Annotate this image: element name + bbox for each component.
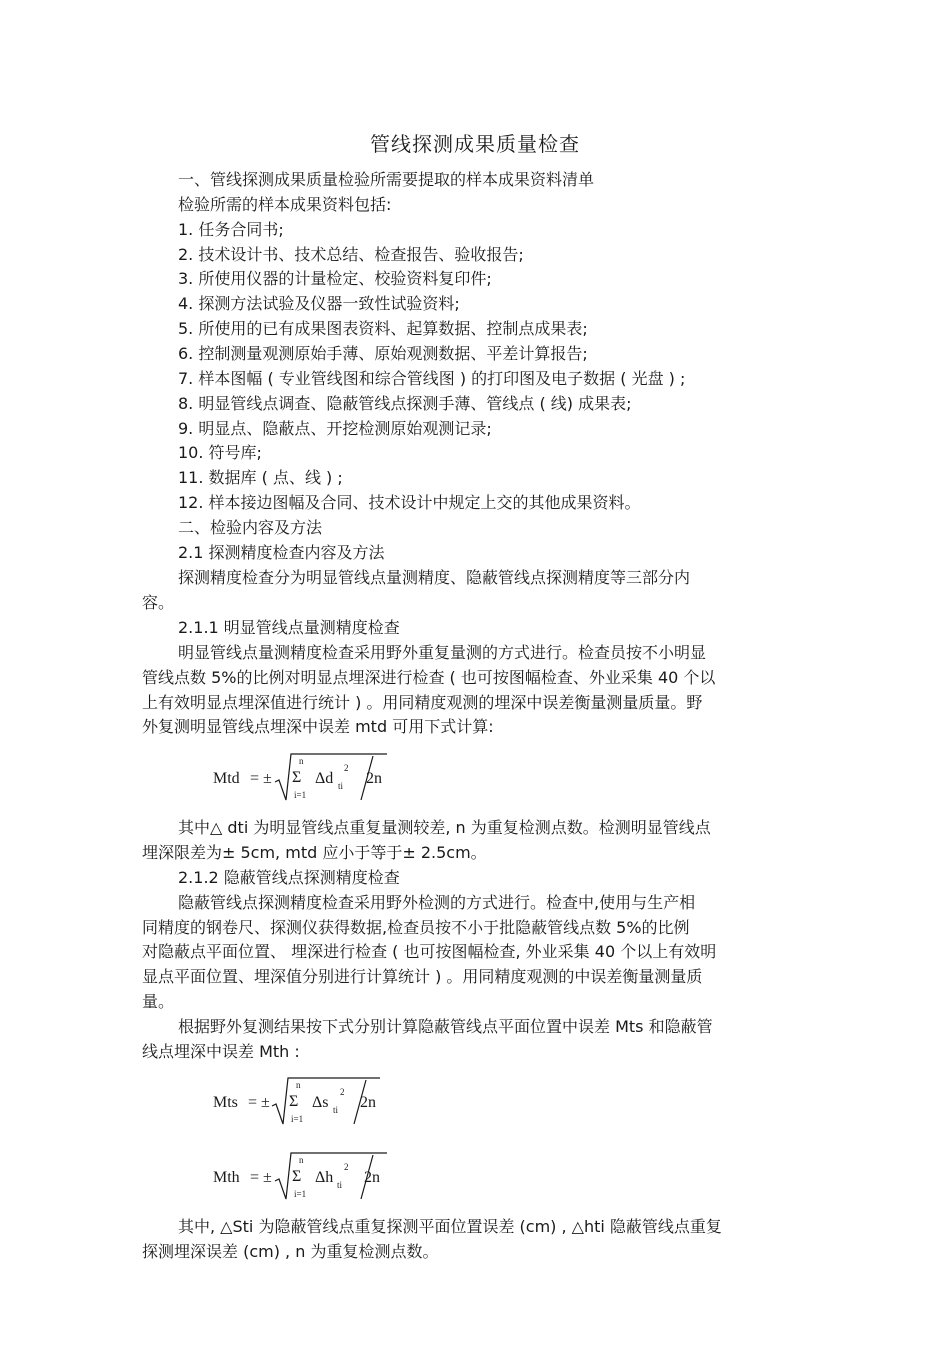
sum-lower-limit: i=1: [294, 1189, 307, 1199]
paragraph-line: 管线点数 5%的比例对明显点埋深进行检查 ( 也可按图幅检查、外业采集 40 个以: [142, 668, 716, 687]
paragraph-line: 线点埋深中误差 Mth :: [142, 1042, 300, 1061]
section-heading: 一、管线探测成果质量检验所需要提取的样本成果资料清单: [178, 170, 595, 189]
formula-operator: = ±: [250, 770, 272, 787]
formula-term: Δd: [315, 770, 334, 787]
paragraph-line: 明显管线点量测精度检查采用野外重复量测的方式进行。检查员按不小明显: [178, 643, 707, 662]
paragraph-line: 探测精度检查分为明显管线点量测精度、隐蔽管线点探测精度等三部分内: [178, 568, 691, 587]
list-item: 6. 控制测量观测原始手薄、原始观测数据、平差计算报告;: [178, 344, 588, 363]
formula-lhs: Mth: [213, 1169, 240, 1186]
list-item: 10. 符号库;: [178, 443, 262, 462]
list-item: 2. 技术设计书、技术总结、检查报告、验收报告;: [178, 245, 524, 264]
paragraph-line: 显点平面位置、埋深值分别进行计算统计 ) 。用同精度观测的中误差衡量测量质: [142, 967, 703, 986]
paragraph-line: 同精度的钢卷尺、探测仪获得数据,检查员按不小于批隐蔽管线点数 5%的比例: [142, 918, 690, 937]
paragraph-line: 其中, △Sti 为隐蔽管线点重复探测平面位置误差 (cm) , △hti 隐蔽管线点重复: [178, 1217, 722, 1236]
list-item: 12. 样本接边图幅及合同、技术设计中规定上交的其他成果资料。: [178, 493, 641, 512]
page-title: 管线探测成果质量检查: [370, 132, 580, 156]
paragraph-line: 检验所需的样本成果资料包括:: [178, 195, 392, 214]
sum-upper-limit: n: [299, 1155, 304, 1165]
sum-sign: Σ: [289, 1093, 299, 1110]
paragraph-line: 上有效明显点埋深值进行统计 ) 。用同精度观测的埋深中误差衡量测量质量。野: [142, 693, 703, 712]
list-item: 3. 所使用仪器的计量检定、校验资料复印件;: [178, 269, 492, 288]
paragraph-line: 其中△ dti 为明显管线点重复量测较差, n 为重复检测点数。检测明显管线点: [178, 818, 711, 837]
list-item: 1. 任务合同书;: [178, 220, 284, 239]
paragraph-line: 量。: [142, 992, 175, 1011]
formula-exponent: 2: [344, 763, 349, 773]
paragraph-line: 对隐蔽点平面位置、 埋深进行检查 ( 也可按图幅检查, 外业采集 40 个以上有效明: [142, 942, 717, 961]
list-item: 8. 明显管线点调查、隐蔽管线点探测手薄、管线点 ( 线) 成果表;: [178, 394, 632, 413]
paragraph-line: 探测埋深误差 (cm) , n 为重复检测点数。: [142, 1242, 439, 1261]
list-item: 11. 数据库 ( 点、线 ) ;: [178, 468, 343, 487]
formula-operator: = ±: [248, 1094, 270, 1111]
formula-exponent: 2: [344, 1162, 349, 1172]
sum-sign: Σ: [292, 769, 302, 786]
subsection-heading: 2.1.1 明显管线点量测精度检查: [178, 618, 400, 637]
section-heading: 二、检验内容及方法: [178, 518, 323, 537]
sum-upper-limit: n: [299, 756, 304, 766]
formula-lhs: Mtd: [213, 770, 240, 787]
sum-upper-limit: n: [296, 1080, 301, 1090]
paragraph-line: 隐蔽管线点探测精度检查采用野外检测的方式进行。检查中,使用与生产相: [178, 893, 696, 912]
formula-subscript: ti: [333, 1105, 339, 1115]
formula-operator: = ±: [250, 1169, 272, 1186]
formula-lhs: Mts: [213, 1094, 238, 1111]
formula-subscript: ti: [338, 781, 344, 791]
formula-subscript: ti: [337, 1180, 343, 1190]
formula-term: Δh: [315, 1169, 334, 1186]
formula-term: Δs: [312, 1094, 329, 1111]
paragraph-line: 容。: [142, 593, 175, 612]
paragraph-line: 根据野外复测结果按下式分别计算隐蔽管线点平面位置中误差 Mts 和隐蔽管: [178, 1017, 713, 1036]
list-item: 7. 样本图幅 ( 专业管线图和综合管线图 ) 的打印图及电子数据 ( 光盘 ) ;: [178, 369, 686, 388]
sum-lower-limit: i=1: [291, 1114, 304, 1124]
sum-sign: Σ: [292, 1168, 302, 1185]
subsection-heading: 2.1.2 隐蔽管线点探测精度检查: [178, 868, 400, 887]
list-item: 9. 明显点、隐蔽点、开挖检测原始观测记录;: [178, 419, 492, 438]
list-item: 4. 探测方法试验及仪器一致性试验资料;: [178, 294, 460, 313]
formula-denominator: 2n: [366, 770, 382, 787]
sum-lower-limit: i=1: [294, 790, 307, 800]
list-item: 5. 所使用的已有成果图表资料、起算数据、控制点成果表;: [178, 319, 588, 338]
subsection-heading: 2.1 探测精度检查内容及方法: [178, 543, 385, 562]
formula-exponent: 2: [340, 1087, 345, 1097]
paragraph-line: 外复测明显管线点埋深中误差 mtd 可用下式计算:: [142, 717, 494, 736]
formula-denominator: 2n: [360, 1094, 376, 1111]
paragraph-line: 埋深限差为± 5cm, mtd 应小于等于± 2.5cm。: [142, 843, 487, 862]
formula-denominator: 2n: [364, 1169, 380, 1186]
